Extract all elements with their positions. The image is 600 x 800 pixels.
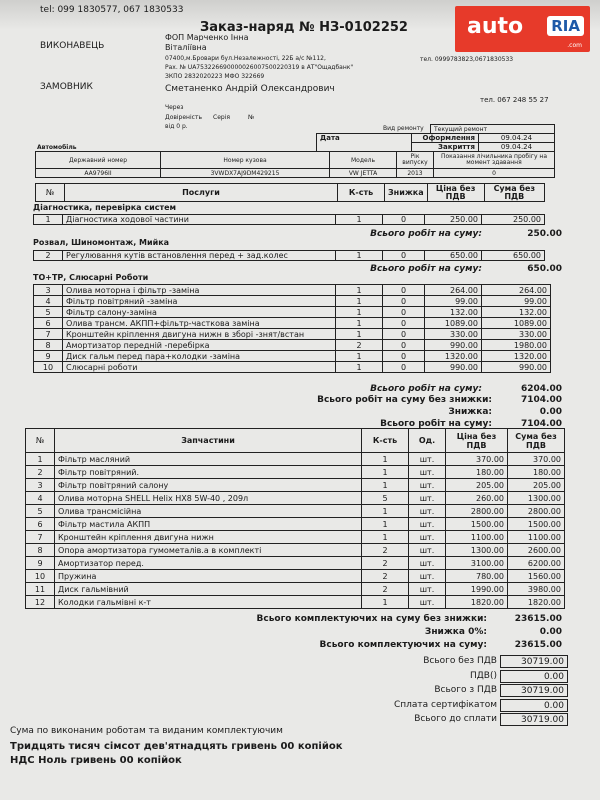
contractor-ids: ЗКПО 2832020223 МФО 322669 [165,73,265,80]
works-total-label: Всього робіт на суму: [380,419,492,429]
part-sum: 180.00 [508,466,565,479]
document-title: Заказ-наряд № НЗ-0102252 [200,20,408,35]
service-qty: 1 [336,285,383,296]
service-n: 10 [34,362,63,373]
part-unit: шт. [409,479,446,492]
car-header-odometer: Показання лічильника пробігу на момент здавання [434,152,555,169]
service-n: 7 [34,329,63,340]
service-n: 6 [34,318,63,329]
service-n: 5 [34,307,63,318]
part-name: Диск гальмівний [55,583,362,596]
group1-total-label: Всього робіт на суму: [370,229,482,239]
number-label: № [248,114,255,121]
service-row [34,329,551,340]
service-row [34,351,551,362]
service-price: 990.00 [425,362,482,373]
part-name: Фільтр повітряний салону [55,479,362,492]
part-price: 1100.00 [446,531,508,544]
service-sum: 990.00 [482,362,551,373]
service-qty: 1 [336,318,383,329]
services-header-discount: Знижка [385,184,428,202]
contractor-label: ВИКОНАВЕЦЬ [40,41,105,51]
footer-sum-caption: Сума по виконаним роботам та виданим комплектуючим [10,726,283,736]
parts-row [26,583,565,596]
parts-table [25,428,565,609]
part-price: 370.00 [446,453,508,466]
customer-tel: тел. 067 248 55 27 [480,96,549,104]
service-row [34,296,551,307]
part-unit: шт. [409,518,446,531]
parts-row [26,570,565,583]
via-label: Через [165,104,184,111]
part-sum: 1300.00 [508,492,565,505]
parts-row [26,544,565,557]
car-header-model: Модель [330,152,397,169]
service-name: Фільтр салону-заміна [63,307,336,318]
service-n: 2 [34,251,63,261]
parts-row [26,466,565,479]
car-header-year: Рік випуску [397,152,434,169]
service-name: Діагностика ходової частини [63,215,336,225]
services-header-table [35,183,545,202]
part-price: 2800.00 [446,505,508,518]
parts-header-unit: Од. [409,429,446,453]
service-sum: 99.00 [482,296,551,307]
part-price: 260.00 [446,492,508,505]
part-unit: шт. [409,544,446,557]
group2-total-label: Всього робіт на суму: [370,264,482,274]
part-sum: 2600.00 [508,544,565,557]
works-discount-label: Знижка: [448,407,492,417]
parts-row [26,453,565,466]
service-disc: 0 [383,318,425,329]
part-unit: шт. [409,505,446,518]
service-name: Регулювання кутів встановлення перед + зад.колес [63,251,336,261]
service-row [34,285,551,296]
part-n: 3 [26,479,55,492]
part-qty: 2 [362,544,409,557]
parts-row [26,557,565,570]
works-total-value: 7104.00 [521,419,562,429]
service-name: Диск гальм перед пара+колодки -заміна [63,351,336,362]
part-n: 8 [26,544,55,557]
service-qty: 1 [336,296,383,307]
service-sum: 1980.00 [482,340,551,351]
service-disc: 0 [383,296,425,307]
part-unit: шт. [409,492,446,505]
part-qty: 1 [362,531,409,544]
service-row [34,318,551,329]
service-row [34,340,551,351]
service-qty: 1 [336,307,383,318]
car-model: VW JETTA [330,169,397,178]
repair-type-label: Вид ремонту [383,125,424,132]
part-qty: 2 [362,557,409,570]
service-disc: 0 [383,307,425,318]
service-qty: 1 [336,251,383,261]
part-unit: шт. [409,466,446,479]
summary-value: 0.00 [500,699,568,712]
works-no-discount-label: Всього робіт на суму без знижки: [317,395,492,405]
service-sum: 650.00 [482,251,545,261]
from-label: від 0 р. [165,123,188,130]
group2-table [33,250,545,261]
service-price: 1089.00 [425,318,482,329]
service-sum: 330.00 [482,329,551,340]
part-sum: 2800.00 [508,505,565,518]
service-disc: 0 [383,251,425,261]
logo-text-com: .com [567,42,582,49]
car-year: 2013 [397,169,434,178]
parts-row [26,505,565,518]
group3-total-value: 6204.00 [521,384,562,394]
issued-label: Оформлення [412,134,479,143]
customer-name: Сметаненко Андрій Олександрович [165,84,335,94]
group3-title: ТО+ТР, Слюсарні Роботи [33,273,149,282]
part-qty: 1 [362,466,409,479]
part-sum: 1560.00 [508,570,565,583]
service-price: 330.00 [425,329,482,340]
parts-discount-value: 0.00 [539,627,562,637]
parts-header-qty: К-сть [362,429,409,453]
logo-text-auto: auto [467,14,524,39]
part-n: 4 [26,492,55,505]
works-no-discount-value: 7104.00 [521,395,562,405]
service-n: 8 [34,340,63,351]
service-sum: 1089.00 [482,318,551,329]
service-name: Слюсарні роботи [63,362,336,373]
contractor-name-2: Віталіївна [165,43,207,52]
services-header-name: Послуги [65,184,338,202]
part-name: Фільтр мастила АКПП [55,518,362,531]
summary-value: 0.00 [500,670,568,683]
service-disc: 0 [383,215,425,225]
part-n: 1 [26,453,55,466]
car-table [35,151,555,178]
part-price: 205.00 [446,479,508,492]
service-price: 132.00 [425,307,482,318]
part-name: Олива моторна SHELL Helix HX8 5W-40 , 209л [55,492,362,505]
car-label: Автомобіль [37,144,77,151]
part-price: 3100.00 [446,557,508,570]
part-name: Фільтр повітряний. [55,466,362,479]
service-sum: 1320.00 [482,351,551,362]
parts-header-price: Ціна без ПДВ [446,429,508,453]
services-header-no: № [36,184,65,202]
services-header-qty: К-сть [338,184,385,202]
service-disc: 0 [383,340,425,351]
parts-header-name: Запчастини [55,429,362,453]
footer-vat-words: НДС Ноль гривень 00 копійок [10,755,182,766]
summary-label: ПДВ() [470,670,497,681]
part-price: 180.00 [446,466,508,479]
parts-row [26,596,565,609]
dates-table [316,133,555,152]
service-n: 9 [34,351,63,362]
service-row [34,251,545,261]
summary-label: Всього до сплати [414,714,497,724]
service-price: 250.00 [425,215,482,225]
service-sum: 132.00 [482,307,551,318]
part-sum: 1820.00 [508,596,565,609]
part-sum: 6200.00 [508,557,565,570]
date-label: Дата [317,134,412,152]
summary-value: 30719.00 [500,684,568,697]
service-n: 3 [34,285,63,296]
part-unit: шт. [409,596,446,609]
summary-value: 30719.00 [500,713,568,726]
services-header-price: Ціна без ПДВ [427,184,484,202]
parts-row [26,492,565,505]
service-qty: 1 [336,329,383,340]
service-row [34,307,551,318]
logo-text-ria: RIA [547,16,584,36]
service-qty: 2 [336,340,383,351]
service-disc: 0 [383,285,425,296]
part-name: Опора амортизатора гумометалів.а в комплекті [55,544,362,557]
part-price: 1820.00 [446,596,508,609]
part-price: 1500.00 [446,518,508,531]
service-row [34,362,551,373]
service-name: Кронштейн кріплення двигуна нижн в зборі -знят/встан [63,329,336,340]
parts-no-discount-label: Всього комплектуючих на суму без знижки: [256,614,487,624]
car-vin: 3VWDX7AJ9DM429215 [161,169,330,178]
parts-row [26,479,565,492]
parts-total-value: 23615.00 [514,640,562,650]
group3-table [33,284,551,373]
car-header-vin: Номер кузова [161,152,330,169]
repair-type-value: Текущий ремонт [431,125,555,134]
service-qty: 1 [336,362,383,373]
part-qty: 1 [362,518,409,531]
part-n: 2 [26,466,55,479]
group2-title: Розвал, Шиномонтаж, Мийка [33,238,170,247]
part-unit: шт. [409,531,446,544]
parts-header-no: № [26,429,55,453]
part-sum: 370.00 [508,453,565,466]
part-sum: 3980.00 [508,583,565,596]
service-row [34,215,545,225]
part-unit: шт. [409,453,446,466]
service-disc: 0 [383,351,425,362]
issued-date: 09.04.24 [479,134,555,143]
service-price: 990.00 [425,340,482,351]
parts-header-sum: Сума без ПДВ [508,429,565,453]
part-price: 780.00 [446,570,508,583]
part-qty: 1 [362,453,409,466]
part-qty: 1 [362,479,409,492]
customer-label: ЗАМОВНИК [40,82,93,92]
part-qty: 5 [362,492,409,505]
footer-sum-words: Тридцять тисяч сімсот дев'ятнадцять гривень 00 копійок [10,741,343,752]
group2-total-value: 650.00 [527,264,562,274]
summary-label: Всього без ПДВ [423,656,497,666]
services-header-sum: Сума без ПДВ [484,184,544,202]
part-qty: 1 [362,505,409,518]
part-n: 9 [26,557,55,570]
part-n: 10 [26,570,55,583]
service-price: 99.00 [425,296,482,307]
service-price: 264.00 [425,285,482,296]
part-unit: шт. [409,583,446,596]
contractor-tel: тел. 0999783823,0671830533 [420,56,514,63]
part-price: 1990.00 [446,583,508,596]
summary-label: Всього з ПДВ [434,685,497,695]
service-disc: 0 [383,362,425,373]
service-price: 1320.00 [425,351,482,362]
car-header-plate: Державний номер [36,152,161,169]
part-name: Колодки гальмівні к-т [55,596,362,609]
top-phone: tel: 099 1830577, 067 1830533 [40,5,184,15]
service-sum: 250.00 [482,215,545,225]
series-label: Серія [213,114,230,121]
service-name: Олива моторна і фільтр -заміна [63,285,336,296]
works-discount-value: 0.00 [539,407,562,417]
part-name: Олива трансмісійна [55,505,362,518]
summary-label: Сплата сертифікатом [393,699,497,710]
closed-date: 09.04.24 [479,143,555,152]
part-sum: 1500.00 [508,518,565,531]
part-sum: 205.00 [508,479,565,492]
part-qty: 2 [362,583,409,596]
car-odometer: 0 [434,169,555,178]
service-name: Фільтр повітряний -заміна [63,296,336,307]
part-n: 6 [26,518,55,531]
part-name: Амортизатор перед. [55,557,362,570]
service-name: Амортизатор передній -перебірка [63,340,336,351]
closed-label: Закриття [412,143,479,152]
contractor-account: Рах. № UA753226690000026007500220319 в АТ"Ощадбанк" [165,64,354,71]
service-sum: 264.00 [482,285,551,296]
service-disc: 0 [383,329,425,340]
car-plate: AA9796II [36,169,161,178]
service-name: Олива трансм. АКПП+фільтр-часткова заміна [63,318,336,329]
summary-value: 30719.00 [500,655,568,668]
service-qty: 1 [336,215,383,225]
part-unit: шт. [409,570,446,583]
group3-total-label: Всього робіт на суму: [370,384,482,394]
parts-no-discount-value: 23615.00 [514,614,562,624]
contractor-address: 07400,м.Бровари бул.Незалежності, 22Б а/с №112, [165,55,326,62]
part-name: Кронштейн кріплення двигуна нижн [55,531,362,544]
part-qty: 2 [362,570,409,583]
autoria-watermark-logo [455,6,590,52]
contractor-name-1: ФОП Марченко Інна [165,33,249,42]
part-qty: 1 [362,596,409,609]
part-name: Пружина [55,570,362,583]
group1-title: Діагностика, перевірка систем [33,203,177,212]
part-sum: 1100.00 [508,531,565,544]
parts-row [26,531,565,544]
part-n: 12 [26,596,55,609]
service-qty: 1 [336,351,383,362]
group1-table [33,214,545,225]
parts-row [26,518,565,531]
part-n: 5 [26,505,55,518]
part-n: 7 [26,531,55,544]
service-n: 4 [34,296,63,307]
part-unit: шт. [409,557,446,570]
doverennost-label: Довіреність [165,114,202,121]
part-n: 11 [26,583,55,596]
group1-total-value: 250.00 [527,229,562,239]
part-name: Фільтр масляний [55,453,362,466]
parts-total-label: Всього комплектуючих на суму: [319,640,487,650]
service-n: 1 [34,215,63,225]
parts-discount-label: Знижка 0%: [424,627,487,637]
service-price: 650.00 [425,251,482,261]
part-price: 1300.00 [446,544,508,557]
